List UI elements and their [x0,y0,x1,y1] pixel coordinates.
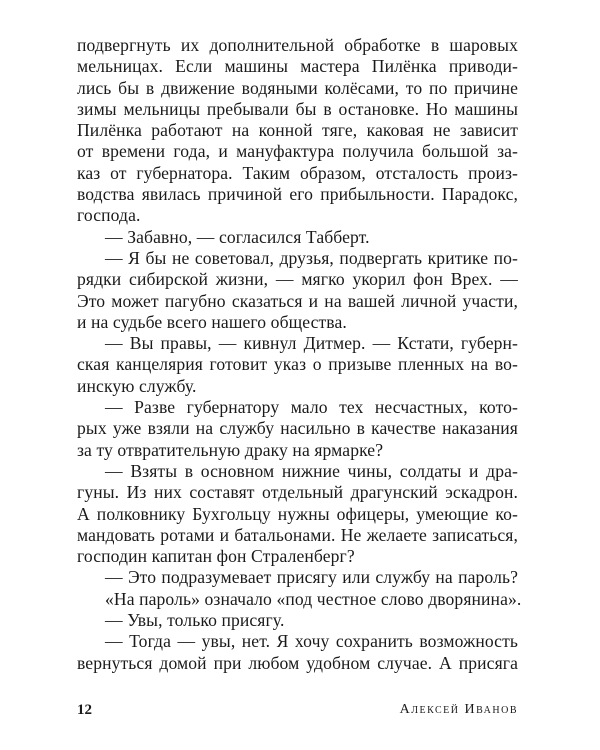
text-line: инскую службу. [77,375,197,396]
text-line: — Забавно, — согласился Табберт. [105,226,370,247]
page-number: 12 [77,702,92,718]
text-line: лись бы в движение водяными колёсами, то по причине [77,77,518,98]
text-line: Пилёнка работают на конной тяге, каковая не зависит [77,120,518,141]
page-footer [77,702,518,722]
text-line: гуны. Из них составят отдельный драгунский эскадрон. [77,482,518,503]
text-line: подвергнуть их дополнительной обработке в шаровых [77,35,518,55]
page-body [77,35,522,674]
text-line: вернуться домой при любом удобном случае. А присяга [77,652,518,673]
text-line: господин капитан фон Страленберг? [77,546,355,567]
text-line: мельницах. Если машины мастера Пилёнка приводи- [77,56,518,77]
text-line: водства явилась причиной его прибыльности. Парадокс, [77,184,518,205]
text-line: рядки сибирской жизни, — мягко укорил фон Врех. — [77,269,518,290]
text-line: мандовать ротами и батальонами. Не желаете записаться, [77,524,518,545]
text-line: зимы мельницы пребывали бы в остановке. Но машины [77,98,518,119]
text-line: рых уже взяли на службу насильно в качестве наказания [77,418,518,439]
text-line: Это может пагубно сказаться и на вашей личной участи, [77,290,518,311]
text-line: за ту отвратительную драку на ярмарке? [77,439,384,460]
text-line: — Вы правы, — кивнул Дитмер. — Кстати, губерн- [105,333,518,354]
text-line: — Это подразумевает присягу или службу на пароль? [105,567,518,588]
text-line: от времени года, и мануфактура получила большой за- [77,141,518,162]
text-line: господа. [77,205,141,226]
text-line: «На пароль» означало «под честное слово дворянина». [105,588,522,609]
text-line: ская канцелярия готовит указ о призыве пленных на во- [77,354,518,375]
text-line: — Тогда — увы, нет. Я хочу сохранить возможность [105,631,518,652]
text-line: — Я бы не советовал, друзья, подвергать критике по- [105,247,518,268]
text-line: и на судьбе всего нашего общества. [77,311,347,332]
text-line: А полковнику Бухгольцу нужны офицеры, умеющие ко- [77,503,518,524]
text-line: — Увы, только присягу. [105,610,285,631]
text-line: — Взяты в основном нижние чины, солдаты и дра- [105,460,518,481]
text-line: каз от губернатора. Таким образом, отсталость произ- [77,162,518,183]
running-head-author: Алексей Иванов [399,702,518,717]
text-line: — Разве губернатору мало тех несчастных, кото- [105,397,518,418]
